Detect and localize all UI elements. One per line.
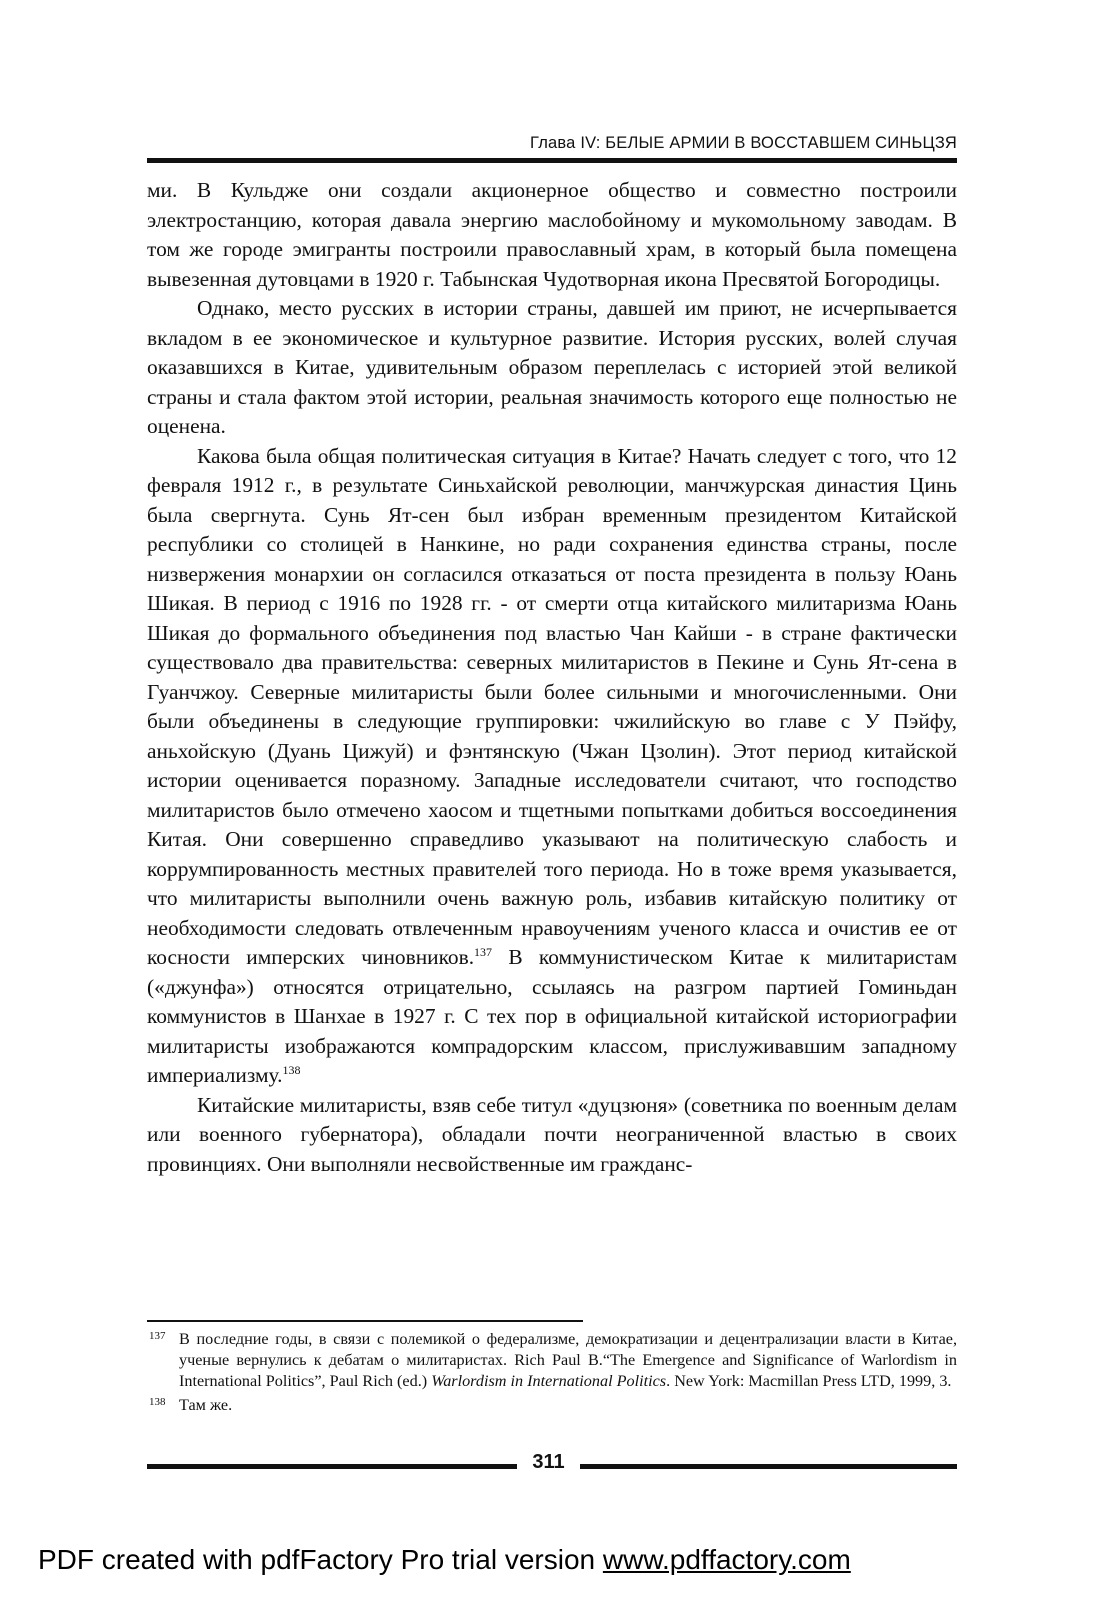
footnote-book-title: Warlordism in International Politics	[431, 1371, 667, 1390]
footnote-137	[147, 1329, 957, 1391]
footnote-text-end: . New York: Macmillan Press LTD, 1999, 3.	[666, 1371, 952, 1390]
footnote-ref-138[interactable]: 138	[282, 1062, 301, 1077]
watermark-link[interactable]: www.pdffactory.com	[602, 1544, 851, 1575]
footer-rule-right	[580, 1464, 957, 1469]
paragraph-4: Китайские милитаристы, взяв себе титул «дуцзюня» (советника по военным делам или военного губернатора), обладали почти неограниченной властью в своих провинциях. Они выполняли несвойственные им гражданс-	[147, 1092, 957, 1176]
paragraph-3	[147, 442, 957, 1091]
watermark-text: PDF created with pdfFactory Pro trial version	[38, 1544, 603, 1575]
footnote-text: Там же.	[179, 1396, 233, 1415]
footnote-text: В последние годы, в связи с полемикой о федерализме, демократизации и децентрализации власти в Китае, ученые вернулись к дебатам о милитаристах. Rich Paul B.“The Emergence and Significance of Warlordism in International Politics”, Paul Rich (ed.)	[179, 1330, 957, 1390]
footnote-number: 137	[149, 1330, 166, 1342]
paragraph-3-part-a: Какова была общая политическая ситуация в Китае? Начать следует с того, что 12 февраля 1912 г., в результате Синьхайской революции, манчжурская династия Цинь была свергнута. Сунь Ят-сен был избран временным президентом Китайской республики со столицей в Нанкине, но ради сохранения единства страны, после низвержения монархии он согласился отказаться от поста президента в пользу Юань Шикая. В период с 1916 по 1928 гг. - от смерти отца китайского милитаризма Юань Шикая до формального объединения под властью Чан Кайши - в стране фактически существовало два правительства: северных милитаристов в Пекине и Сунь Ят-сена в Гуанчжоу. Северные милитаристы были более сильными и многочисленными. Они были объединены в следующие группировки: чжилийскую во главе с У Пэйфу, аньхойскую (Дуань Цижуй) и фэнтянскую (Чжан Цзолин). Этот период китайской истории оценивается поразному. Западные исследователи считают, что господство милитаристов было отмечено хаосом и тщетными попытками добиться воссоединения Китая. Они совершенно справедливо указывают на политическую слабость и коррумпированность местных правителей того периода. Но в тоже время указывается, что милитаристы выполнили очень важную роль, избавив китайскую политику от необходимости следовать отвлеченным нравоучениям ученого класса и очистив ее от косности имперских чиновников.	[147, 443, 957, 969]
main-text	[147, 176, 957, 1179]
footnotes	[147, 1329, 957, 1420]
pdf-watermark	[38, 1544, 851, 1576]
footnote-rule	[147, 1320, 583, 1322]
page-number: 311	[532, 1451, 565, 1473]
running-header: Глава IV: БЕЛЫЕ АРМИИ В ВОССТАВШЕМ СИНЬЦЗЯ	[529, 134, 957, 152]
footnote-number: 138	[149, 1396, 166, 1409]
footnote-138	[147, 1395, 957, 1416]
footer-rule-left	[147, 1464, 517, 1469]
paragraph-3-part-b: В коммунистическом Китае к милитаристам («джунфа») относятся отрицательно, ссылаясь на разгром партией Гоминьдан коммунистов в Шанхае в 1927 г. С тех пор в официальной китайской историографии милитаристы изображаются компрадорским классом, прислуживавшим западному империализму.	[147, 945, 957, 1087]
footnote-ref-137[interactable]: 137	[474, 944, 493, 959]
header-rule	[147, 158, 957, 163]
paragraph-1: ми. В Кульдже они создали акционерное общество и совместно построили электростанцию, которая давала энергию маслобойному и мукомольному заводам. В том же городе эмигранты построили православный храм, в который была помещена вывезенная дутовцами в 1920 г. Табынская Чудотворная икона Пресвятой Богородицы.	[147, 178, 957, 291]
paragraph-2: Однако, место русских в истории страны, давшей им приют, не исчерпывается вкладом в ее экономическое и культурное развитие. История русских, волей случая оказавшихся в Китае, удивительным образом переплелась с историей этой великой страны и стала фактом этой истории, реальная значимость которого еще полностью не оценена.	[147, 296, 957, 438]
